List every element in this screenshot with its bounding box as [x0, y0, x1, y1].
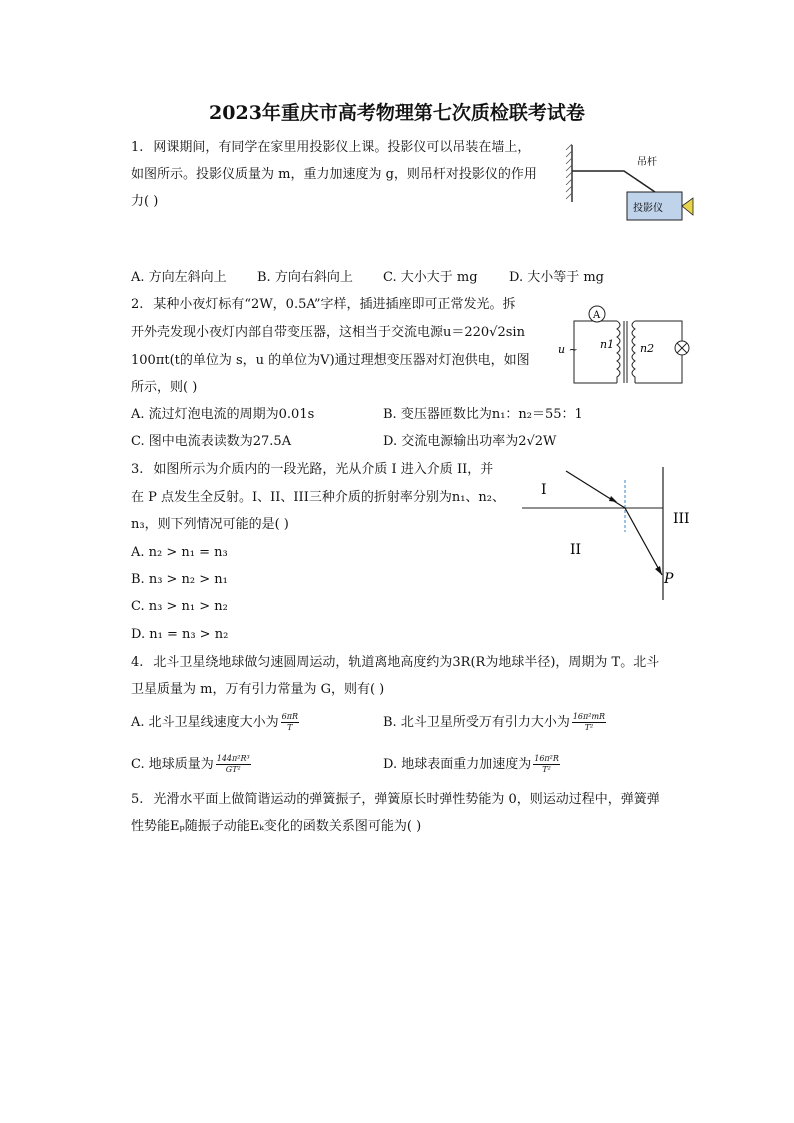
refracted-arrowhead — [655, 566, 662, 575]
wall-hatching — [566, 144, 572, 199]
q3-line-1 — [131, 461, 493, 479]
q1-option-a[interactable]: A. 方向左斜向上 — [131, 270, 227, 285]
q3-line-2: 在 P 点发生全反射。I、II、III三种介质的折射率分别为n₁、n₂、 — [131, 490, 505, 505]
hanging-rod — [572, 171, 655, 192]
q3-figure — [515, 462, 705, 602]
fraction-denominator: GT² — [225, 765, 241, 774]
fraction-numerator: 144π²R³ — [216, 754, 250, 763]
q5-line-1 — [131, 791, 660, 809]
fraction-denominator: T² — [542, 765, 551, 774]
q1-line-1 — [131, 139, 530, 157]
q3-option-b[interactable]: B. n₃ > n₂ > n₁ — [131, 572, 228, 587]
q1-number: 1. — [131, 140, 144, 155]
point-p-label: P — [664, 571, 674, 587]
fraction-denominator: T — [287, 723, 293, 732]
q2-text-1: 某种小夜灯标有“2W，0.5A”字样，插进插座即可正常发光。拆 — [153, 297, 516, 312]
q1-line-2: 如图所示。投影仪质量为 m，重力加速度为 g，则吊杆对投影仪的作用 — [131, 167, 537, 182]
fraction-numerator: 16π²mR — [572, 712, 606, 721]
q4-option-c-fraction — [216, 754, 251, 775]
q3-number: 3. — [131, 462, 144, 477]
q2-line-2: 开外壳发现小夜灯内部自带变压器，这相当于交流电源u＝220√2sin — [131, 325, 525, 340]
q1-figure — [560, 140, 700, 225]
q4-line-1 — [131, 654, 659, 672]
ammeter-label: A — [593, 310, 601, 321]
q1-option-c[interactable]: C. 大小大于 mg — [383, 270, 478, 285]
q3-option-c[interactable]: C. n₃ > n₁ > n₂ — [131, 599, 228, 614]
n2-label: n2 — [640, 342, 655, 355]
q4-option-d-fraction — [533, 754, 560, 775]
lens-icon — [682, 198, 693, 215]
q3-line-3: n₃，则下列情况可能的是( ) — [131, 517, 289, 532]
q4-line-2: 卫星质量为 m，万有引力常量为 G，则有( ) — [131, 682, 385, 697]
q1-option-d[interactable]: D. 大小等于 mg — [509, 270, 605, 285]
q2-line-3: 100πt(t的单位为 s，u 的单位为V)通过理想变压器对灯泡供电，如图 — [131, 353, 530, 368]
primary-circuit — [574, 321, 617, 383]
q4-option-a-text: A. 北斗卫星线速度大小为 — [131, 715, 279, 730]
q2-option-c[interactable]: C. 图中电流表读数为27.5A — [131, 434, 292, 449]
q4-option-d[interactable] — [383, 754, 560, 775]
q3-option-a[interactable]: A. n₂ > n₁ = n₃ — [131, 545, 228, 560]
fraction-numerator: 6πR — [281, 712, 299, 721]
q5-number: 5. — [131, 792, 144, 807]
rod-label: 吊杆 — [637, 157, 657, 168]
q2-line-1 — [131, 296, 515, 314]
n1-label: n1 — [600, 338, 615, 351]
q2-option-b[interactable]: B. 变压器匝数比为n₁：n₂＝55：1 — [383, 407, 583, 422]
q4-number: 4. — [131, 655, 144, 670]
source-label: u ~ — [558, 343, 578, 356]
q4-option-b-text: B. 北斗卫星所受万有引力大小为 — [383, 715, 570, 730]
q4-option-b[interactable] — [383, 712, 606, 733]
q2-number: 2. — [131, 297, 144, 312]
q1-text-1: 网课期间，有同学在家里用投影仪上课。投影仪可以吊装在墙上， — [153, 140, 531, 155]
fraction-denominator: T² — [584, 723, 594, 732]
secondary-coil — [632, 321, 635, 383]
q4-option-d-text: D. 地球表面重力加速度为 — [383, 757, 532, 772]
q4-option-a-fraction — [281, 712, 299, 733]
incident-arrowhead — [609, 496, 617, 502]
medium-ii-label: II — [570, 542, 582, 558]
q1-options — [131, 269, 604, 287]
q2-line-4: 所示，则( ) — [131, 380, 198, 395]
q5-text-1: 光滑水平面上做简谐运动的弹簧振子，弹簧原长时弹性势能为 0，则运动过程中，弹簧弹 — [153, 792, 660, 807]
incident-ray — [566, 471, 625, 508]
q4-option-c-text: C. 地球质量为 — [131, 757, 214, 772]
q2-option-d[interactable]: D. 交流电源输出功率为2√2W — [383, 434, 557, 449]
q3-text-1: 如图所示为介质内的一段光路，光从介质 I 进入介质 II，并 — [153, 462, 494, 477]
q2-option-a[interactable]: A. 流过灯泡电流的周期为0.01s — [131, 407, 315, 422]
q1-line-3: 力( ) — [131, 194, 159, 209]
q5-line-2: 性势能Eₚ随振子动能Eₖ变化的函数关系图可能为( ) — [131, 819, 422, 834]
q4-option-c[interactable] — [131, 754, 251, 775]
fraction-numerator: 16π²R — [534, 754, 559, 763]
q4-option-a[interactable] — [131, 712, 299, 733]
projector-label: 投影仪 — [633, 203, 663, 214]
q2-figure — [555, 300, 690, 390]
q3-option-d[interactable]: D. n₁ = n₃ > n₂ — [131, 627, 229, 642]
medium-iii-label: III — [673, 511, 690, 527]
q4-option-b-fraction — [572, 712, 606, 733]
q4-text-1: 北斗卫星绕地球做匀速圆周运动，轨道离地高度约为3R(R为地球半径)，周期为 T。北斗 — [153, 655, 660, 670]
primary-coil — [617, 321, 620, 383]
medium-i-label: I — [541, 482, 547, 498]
refracted-ray — [625, 508, 662, 575]
page-title: 2023年重庆市高考物理第七次质检联考试卷 — [209, 102, 585, 124]
q1-option-b[interactable]: B. 方向右斜向上 — [257, 270, 353, 285]
